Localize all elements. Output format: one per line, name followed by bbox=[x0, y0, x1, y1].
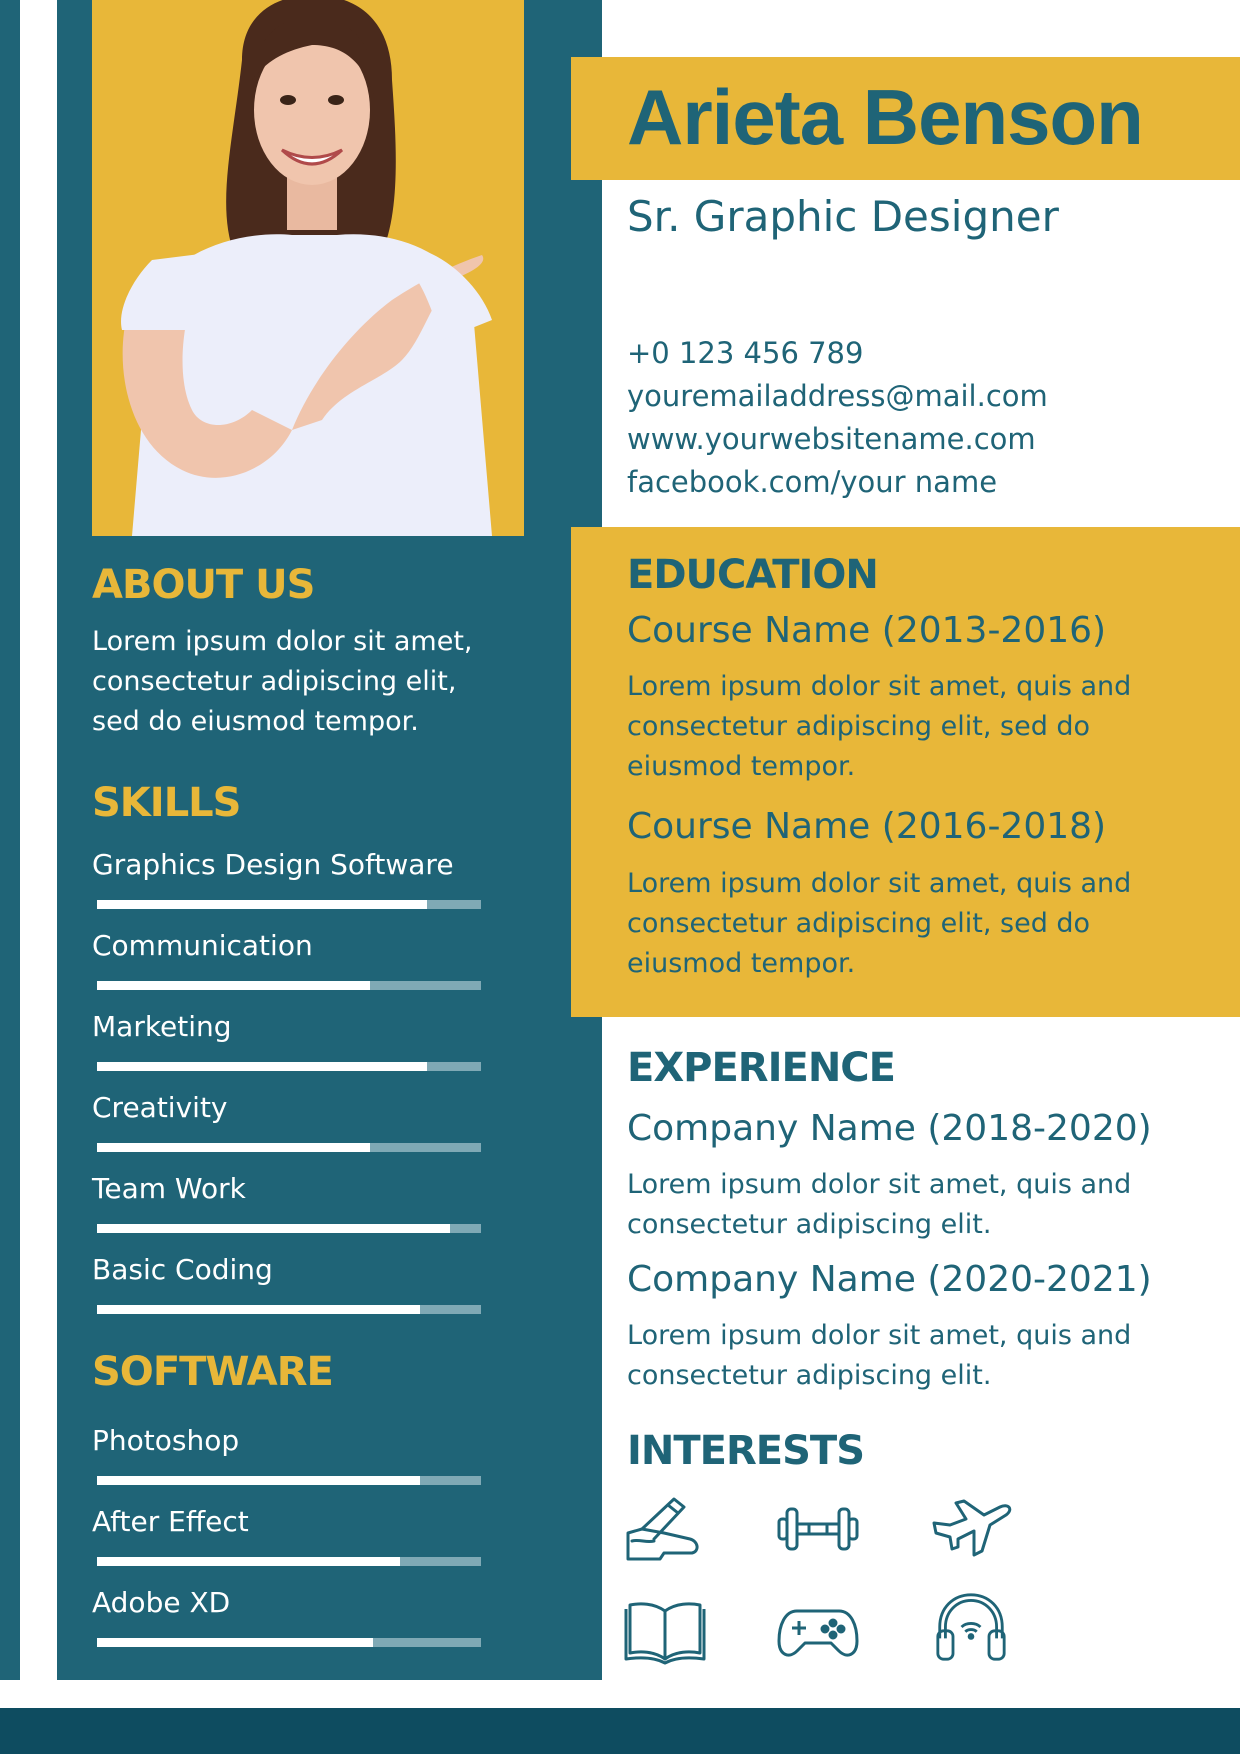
skill-bar-track bbox=[97, 1638, 481, 1647]
candidate-name: Arieta Benson bbox=[627, 73, 1143, 161]
skill-label: Communication bbox=[92, 929, 313, 962]
education-entry-text bbox=[627, 864, 1227, 984]
skill-bar-fill bbox=[97, 1143, 370, 1152]
skill-bar-fill bbox=[97, 1224, 450, 1233]
skill-bar-fill bbox=[97, 900, 427, 909]
about-line: Lorem ipsum dolor sit amet, bbox=[92, 626, 473, 657]
skills-heading: SKILLS bbox=[92, 780, 241, 826]
skill-bar-track bbox=[97, 900, 481, 909]
headphones-icon bbox=[930, 1591, 1012, 1663]
skill-bar-fill bbox=[97, 1476, 420, 1485]
contact-social: facebook.com/your name bbox=[627, 465, 998, 499]
experience-entry-title: Company Name (2018-2020) bbox=[627, 1108, 1152, 1149]
skill-label: After Effect bbox=[92, 1505, 249, 1538]
profile-photo bbox=[92, 0, 524, 536]
drawing-hand-icon bbox=[624, 1493, 706, 1565]
skill-bar-track bbox=[97, 1143, 481, 1152]
skill-label: Adobe XD bbox=[92, 1586, 231, 1619]
entry-line: Lorem ipsum dolor sit amet, quis and bbox=[627, 1169, 1132, 1200]
entry-line: eiusmod tempor. bbox=[627, 948, 856, 979]
skill-bar-fill bbox=[97, 981, 370, 990]
skill-bar-fill bbox=[97, 1062, 427, 1071]
experience-entry-title: Company Name (2020-2021) bbox=[627, 1259, 1152, 1300]
education-entry-title: Course Name (2016-2018) bbox=[627, 806, 1107, 847]
skill-bar-fill bbox=[97, 1305, 420, 1314]
about-heading: ABOUT US bbox=[92, 562, 315, 608]
entry-line: consectetur adipiscing elit, sed do bbox=[627, 711, 1091, 742]
entry-line: consectetur adipiscing elit, sed do bbox=[627, 908, 1091, 939]
interests-heading: INTERESTS bbox=[627, 1428, 864, 1474]
contact-website: www.yourwebsitename.com bbox=[627, 422, 1036, 456]
dumbbell-icon bbox=[777, 1493, 859, 1565]
experience-entry-text bbox=[627, 1316, 1227, 1396]
skill-label: Creativity bbox=[92, 1091, 228, 1124]
job-title: Sr. Graphic Designer bbox=[627, 192, 1059, 241]
entry-line: consectetur adipiscing elit. bbox=[627, 1209, 992, 1240]
skill-bar-fill bbox=[97, 1638, 373, 1647]
entry-line: Lorem ipsum dolor sit amet, quis and bbox=[627, 671, 1132, 702]
education-entry-title: Course Name (2013-2016) bbox=[627, 610, 1107, 651]
skill-bar-track bbox=[97, 981, 481, 990]
experience-heading: EXPERIENCE bbox=[627, 1045, 895, 1091]
skill-label: Photoshop bbox=[92, 1424, 240, 1457]
about-line: consectetur adipiscing elit, bbox=[92, 666, 457, 697]
skill-bar-track bbox=[97, 1476, 481, 1485]
about-text bbox=[92, 622, 592, 742]
skill-bar-track bbox=[97, 1557, 481, 1566]
skill-bar-track bbox=[97, 1305, 481, 1314]
skill-label: Marketing bbox=[92, 1010, 232, 1043]
gamepad-icon bbox=[777, 1595, 859, 1667]
entry-line: Lorem ipsum dolor sit amet, quis and bbox=[627, 1320, 1132, 1351]
experience-entry-text bbox=[627, 1165, 1227, 1245]
software-heading: SOFTWARE bbox=[92, 1349, 333, 1395]
footer-bar bbox=[0, 1708, 1240, 1754]
skill-bar-track bbox=[97, 1062, 481, 1071]
about-line: sed do eiusmod tempor. bbox=[92, 706, 419, 737]
skill-bar-track bbox=[97, 1224, 481, 1233]
entry-line: consectetur adipiscing elit. bbox=[627, 1360, 992, 1391]
left-stripe bbox=[0, 0, 20, 1680]
skill-label: Graphics Design Software bbox=[92, 848, 454, 881]
contact-email: youremailaddress@mail.com bbox=[627, 379, 1048, 413]
entry-line: eiusmod tempor. bbox=[627, 751, 856, 782]
skill-label: Team Work bbox=[92, 1172, 246, 1205]
book-icon bbox=[624, 1595, 706, 1667]
education-heading: EDUCATION bbox=[627, 552, 878, 598]
airplane-icon bbox=[930, 1493, 1012, 1565]
skill-label: Basic Coding bbox=[92, 1253, 273, 1286]
skill-bar-fill bbox=[97, 1557, 400, 1566]
entry-line: Lorem ipsum dolor sit amet, quis and bbox=[627, 868, 1132, 899]
contact-phone: +0 123 456 789 bbox=[627, 336, 864, 370]
education-entry-text bbox=[627, 667, 1227, 787]
